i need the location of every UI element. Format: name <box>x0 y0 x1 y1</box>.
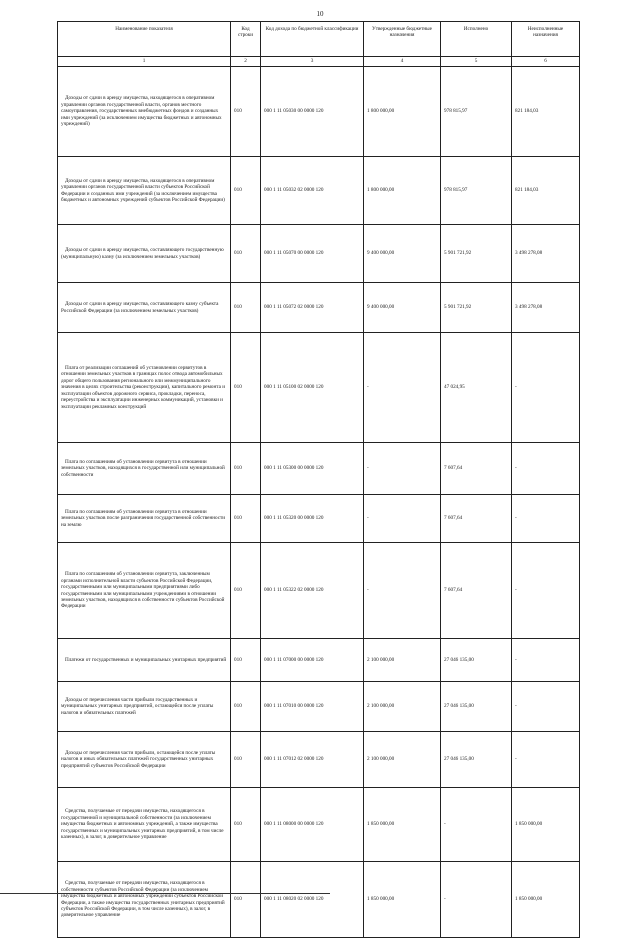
row-approved-cell: 1 850 000,00 <box>364 862 441 938</box>
row-unexecuted-cell: - <box>512 333 580 443</box>
row-name-text: Доходы от сдачи в аренду имущества, составляющего государственную (муниципальную) казну (за исключением земельных участков) <box>61 247 224 260</box>
table-row <box>58 543 580 639</box>
row-name-text: Средства, получаемые от передачи имущества, находящегося в собственности субъектов Российской Федерации (за исключением имущества бюджетных и автономных учреждений субъектов Российской Федерации, а также имущества государственных унитарных предприятий субъектов Российской Федерации, в том числе казенных), в залог, в доверительное управление <box>61 880 225 919</box>
row-name-text: Доходы от перечисления части прибыли государственных и муниципальных унитарных предприятий, остающейся после уплаты налогов и обязательных платежей <box>61 696 214 716</box>
header-income-code: Код дохода по бюджетной классификации <box>261 22 364 57</box>
row-name-text: Доходы от сдачи в аренду имущества, находящегося в оперативном управлении органов государственной власти субъектов Российской Федерации и созданных ими учреждений (за исключением имущества бюджетных и автономных учреждений субъектов Российской Федерации) <box>61 177 225 203</box>
row-name-cell <box>58 443 231 495</box>
row-name-text: Средства, получаемые от передачи имущества, находящегося в государственной и муниципальной собственности (за исключением имущества бюджетных и автономных учреждений, а также имущества государственных и муниципальных унитарных предприятий, в том числе казенных), в залог, в доверительное управление <box>61 808 224 841</box>
row-unexecuted-cell: 1 850 000,00 <box>512 862 580 938</box>
row-line-code-cell: 010 <box>231 862 261 938</box>
row-unexecuted-cell: - <box>512 543 580 639</box>
table-row <box>58 157 580 225</box>
row-executed-cell: 7 607,64 <box>441 543 512 639</box>
row-name-cell <box>58 283 231 333</box>
row-approved-cell: - <box>364 333 441 443</box>
header-executed: Исполнено <box>441 22 512 57</box>
row-line-code-cell: 010 <box>231 543 261 639</box>
table-row <box>58 443 580 495</box>
row-line-code-cell: 010 <box>231 732 261 788</box>
row-approved-cell: 2 100 000,00 <box>364 732 441 788</box>
row-executed-cell: 978 815,97 <box>441 67 512 157</box>
table-row <box>58 225 580 283</box>
row-income-code-cell: 000 1 11 05320 00 0000 120 <box>261 495 364 543</box>
row-name-cell <box>58 682 231 732</box>
row-name-text: Платежи от государственных и муниципальных унитарных предприятий <box>65 656 227 663</box>
row-income-code-cell: 000 1 11 07000 00 0000 120 <box>261 639 364 682</box>
row-line-code-cell: 010 <box>231 682 261 732</box>
row-unexecuted-cell: - <box>512 443 580 495</box>
row-name-cell <box>58 543 231 639</box>
column-number-row <box>58 57 580 67</box>
row-name-text: Плата по соглашениям об установлении сервитута в отношении земельных участков после разграничения государственной собственности на землю <box>61 508 226 528</box>
table-row <box>58 639 580 682</box>
row-line-code-cell: 010 <box>231 225 261 283</box>
row-line-code-cell: 010 <box>231 639 261 682</box>
row-executed-cell: 978 815,97 <box>441 157 512 225</box>
table-row <box>58 682 580 732</box>
row-line-code-cell: 010 <box>231 443 261 495</box>
row-executed-cell: - <box>441 788 512 862</box>
row-unexecuted-cell: 821 184,03 <box>512 157 580 225</box>
row-approved-cell: 1 850 000,00 <box>364 788 441 862</box>
row-unexecuted-cell: 1 850 000,00 <box>512 788 580 862</box>
row-name-cell <box>58 67 231 157</box>
row-unexecuted-cell: - <box>512 495 580 543</box>
row-executed-cell: 5 901 721,92 <box>441 283 512 333</box>
row-approved-cell: 9 400 000,00 <box>364 283 441 333</box>
row-name-cell <box>58 788 231 862</box>
row-approved-cell: - <box>364 495 441 543</box>
bottom-rule <box>0 893 330 894</box>
row-approved-cell: 2 100 000,00 <box>364 682 441 732</box>
header-approved: Утвержденные бюджетные назначения <box>364 22 441 57</box>
table-row <box>58 732 580 788</box>
header-line-code: Код строки <box>231 22 261 57</box>
table-row <box>58 67 580 157</box>
row-name-cell <box>58 732 231 788</box>
row-income-code-cell: 000 1 11 05032 02 0000 120 <box>261 157 364 225</box>
row-income-code-cell: 000 1 11 07010 00 0000 120 <box>261 682 364 732</box>
row-unexecuted-cell: 3 498 278,08 <box>512 283 580 333</box>
row-income-code-cell: 000 1 11 08000 00 0000 120 <box>261 788 364 862</box>
row-unexecuted-cell: - <box>512 682 580 732</box>
row-income-code-cell: 000 1 11 05030 00 0000 120 <box>261 67 364 157</box>
header-unexecuted: Неисполненные назначения <box>512 22 580 57</box>
header-indicator-name: Наименование показателя <box>58 22 231 57</box>
row-line-code-cell: 010 <box>231 333 261 443</box>
table-row <box>58 333 580 443</box>
table-row <box>58 283 580 333</box>
row-executed-cell: 27 046 135,00 <box>441 639 512 682</box>
row-approved-cell: - <box>364 443 441 495</box>
row-name-text: Доходы от сдачи в аренду имущества, составляющего казну субъекта Российской Федерации (за исключением земельных участков) <box>61 301 219 314</box>
row-unexecuted-cell: - <box>512 732 580 788</box>
row-income-code-cell: 000 1 11 05300 00 0000 120 <box>261 443 364 495</box>
row-income-code-cell: 000 1 11 05072 02 0000 120 <box>261 283 364 333</box>
row-line-code-cell: 010 <box>231 788 261 862</box>
row-approved-cell: 1 800 000,00 <box>364 67 441 157</box>
column-number: 2 <box>231 57 261 67</box>
row-name-text: Плата по соглашениям об установлении сервитута, заключенным органами исполнительной власти субъектов Российской Федерации, государственными или муниципальными предприятиями либо государственными или муниципальными учреждениями в отношении земельных участков, находящихся в собственности субъектов Российской Федерации <box>61 571 225 610</box>
table-row <box>58 495 580 543</box>
row-executed-cell: 27 046 135,00 <box>441 682 512 732</box>
row-name-text: Доходы от перечисления части прибыли, остающейся после уплаты налогов и иных обязательных платежей государственных унитарных предприятий субъектов Российской Федерации <box>61 749 216 769</box>
page-number: 10 <box>316 10 324 18</box>
column-number: 6 <box>512 57 580 67</box>
budget-execution-table <box>57 21 580 938</box>
row-name-text: Плата по соглашениям об установлении сервитута в отношении земельных участков, находящихся в государственной или муниципальной собственности <box>61 458 225 478</box>
row-name-cell <box>58 639 231 682</box>
row-executed-cell: 7 607,64 <box>441 443 512 495</box>
row-approved-cell: 2 100 000,00 <box>364 639 441 682</box>
row-approved-cell: - <box>364 543 441 639</box>
table-row <box>58 788 580 862</box>
row-line-code-cell: 010 <box>231 157 261 225</box>
row-unexecuted-cell: - <box>512 639 580 682</box>
table-header-row <box>58 22 580 57</box>
column-number: 5 <box>441 57 512 67</box>
row-name-cell <box>58 333 231 443</box>
row-income-code-cell: 000 1 11 08020 02 0000 120 <box>261 862 364 938</box>
row-unexecuted-cell: 821 184,03 <box>512 67 580 157</box>
row-approved-cell: 1 800 000,00 <box>364 157 441 225</box>
row-income-code-cell: 000 1 11 05100 02 0000 120 <box>261 333 364 443</box>
row-executed-cell: - <box>441 862 512 938</box>
column-number: 3 <box>261 57 364 67</box>
column-number: 4 <box>364 57 441 67</box>
row-executed-cell: 47 024,95 <box>441 333 512 443</box>
row-approved-cell: 9 400 000,00 <box>364 225 441 283</box>
row-unexecuted-cell: 3 498 278,08 <box>512 225 580 283</box>
row-name-text: Доходы от сдачи в аренду имущества, находящегося в оперативном управлении органов государственной власти, органов местного самоуправления, государственных внебюджетных фондов и созданных ими учреждений (за исключением имущества бюджетных и автономных учреждений) <box>61 95 222 128</box>
row-name-cell <box>58 157 231 225</box>
row-line-code-cell: 010 <box>231 495 261 543</box>
row-line-code-cell: 010 <box>231 283 261 333</box>
row-executed-cell: 7 607,64 <box>441 495 512 543</box>
row-name-cell <box>58 495 231 543</box>
row-income-code-cell: 000 1 11 05070 00 0000 120 <box>261 225 364 283</box>
row-executed-cell: 27 046 135,00 <box>441 732 512 788</box>
row-line-code-cell: 010 <box>231 67 261 157</box>
row-name-text: Плата от реализации соглашений об установлении сервитутов в отношении земельных участков в границах полос отвода автомобильных дорог общего пользования регионального или межмуниципального значения в целях строительства (реконструкции), капитального ремонта и эксплуатации объектов дорожного сервиса, прокладки, переноса, переустройства и эксплуатации инженерных коммуникаций, установки и эксплуатации рекламных конструкций <box>61 365 225 410</box>
row-income-code-cell: 000 1 11 07012 02 0000 120 <box>261 732 364 788</box>
row-executed-cell: 5 901 721,92 <box>441 225 512 283</box>
row-name-cell <box>58 225 231 283</box>
column-number: 1 <box>58 57 231 67</box>
row-income-code-cell: 000 1 11 05322 02 0000 120 <box>261 543 364 639</box>
